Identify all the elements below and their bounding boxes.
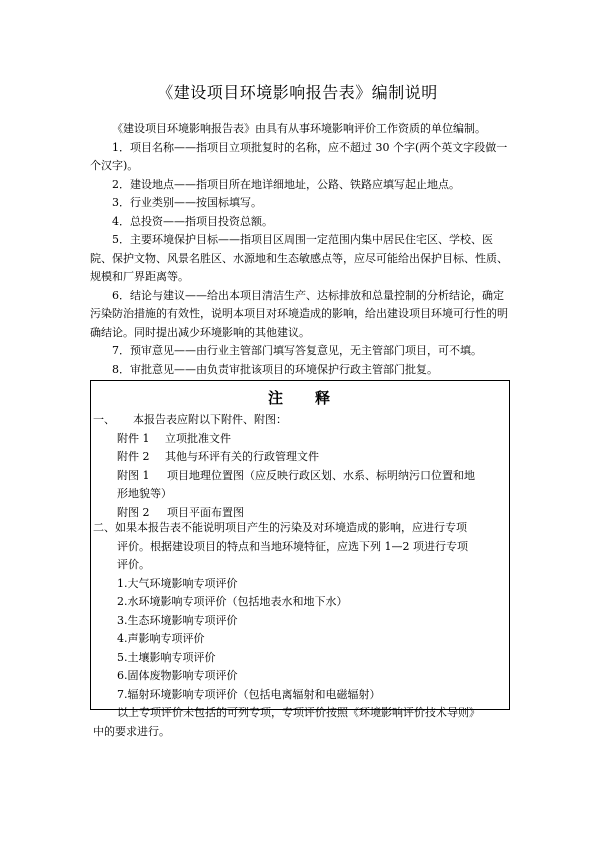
intro-paragraph: 《建设项目环境影响报告表》由具有从事环境影响评价工作资质的单位编制。 (112, 122, 486, 135)
intro-item-7: 7．预审意见——由行业主管部门填写答复意见，无主管部门项目，可不填。 (112, 344, 482, 357)
attachment-text-continued: 形地貌等） (117, 487, 172, 500)
notes-section-2 (91, 519, 509, 741)
notes-box (90, 380, 510, 738)
section-1-text: 本报告表应附以下附件、附图： (133, 413, 287, 426)
attachment-item (91, 430, 509, 449)
intro-item-6: 6．结论与建议——给出本项目清洁生产、达标排放和总量控制的分析结论，确定污染防治措施的有效性，说明本项目对环境造成的影响，给出建设项目环境可行性的明确结论。同时提出减少环境影响的其他建议。 (90, 288, 508, 339)
evaluation-item: 5.土壤影响专项评价 (117, 650, 216, 664)
section-1-header (91, 411, 509, 430)
attachment-item (91, 448, 509, 467)
attachment-text: 其他与环评有关的行政管理文件 (165, 450, 319, 463)
intro-item-5: 5．主要环境保护目标——指项目区周围一定范围内集中居民住宅区、学校、医院、保护文物、风景名胜区、水源地和生态敏感点等，应尽可能给出保护目标、性质、规模和厂界距离等。 (90, 233, 508, 283)
attachment-text: 立项批准文件 (165, 431, 231, 445)
attachment-label: 附图 2 (117, 505, 150, 519)
intro-item-1: 1．项目名称——指项目立项批复时的名称，应不超过 30 个字(两个英文字段做一个汉字)。 (90, 140, 508, 172)
section-2-tail-line-2: 中的要求进行。 (93, 724, 170, 738)
attachment-label: 附图 1 (117, 468, 150, 482)
notes-heading-char-1: 注 (267, 389, 285, 407)
section-2-line-3: 评价。 (117, 558, 150, 571)
intro-item-2: 2．建设地点——指项目所在地详细地址，公路、铁路应填写起止地点。 (112, 177, 460, 191)
intro-item-8: 8．审批意见——由负责审批该项目的环境保护行政主管部门批复。 (112, 362, 438, 376)
attachment-label: 附件 2 (117, 450, 150, 463)
attachment-text: 项目平面布置图 (167, 505, 244, 519)
notes-section-1 (91, 411, 509, 522)
attachment-label: 附件 1 (117, 431, 150, 445)
notes-heading-char-2: 释 (315, 389, 333, 407)
attachment-item (91, 467, 509, 486)
intro-item-4: 4．总投资——指项目投资总额。 (112, 214, 273, 228)
document-title: 《建设项目环境影响报告表》编制说明 (157, 83, 438, 102)
section-2-line-1: 二、如果本报告表不能说明项目产生的污染及对环境造成的影响，应进行专项 (93, 521, 467, 534)
intro-item-3: 3．行业类别——按国标填写。 (112, 196, 262, 209)
section-1-number: 一、 (93, 413, 115, 426)
evaluation-item: 3.生态环境影响专项评价 (117, 613, 238, 627)
section-2-tail-line-1: 以上专项评价未包括的可列专项，专项评价按照《环境影响评价技术导则》 (117, 706, 480, 719)
attachment-text: 项目地理位置图（应反映行政区划、水系、标明纳污口位置和地 (167, 468, 475, 482)
evaluation-item: 6.固体废物影响专项评价 (117, 669, 238, 682)
intro-section (90, 120, 510, 379)
notes-heading (91, 387, 509, 408)
evaluation-item: 4.声影响专项评价 (117, 632, 205, 645)
section-2-line-2: 评价。根据建设项目的特点和当地环境特征，应选下列 1—2 项进行专项 (117, 539, 468, 553)
evaluation-item: 7.辐射环境影响专项评价（包括电离辐射和电磁辐射） (117, 687, 381, 701)
evaluation-item: 1.大气环境影响专项评价 (117, 576, 238, 590)
evaluation-item: 2.水环境影响专项评价（包括地表水和地下水） (117, 595, 348, 608)
